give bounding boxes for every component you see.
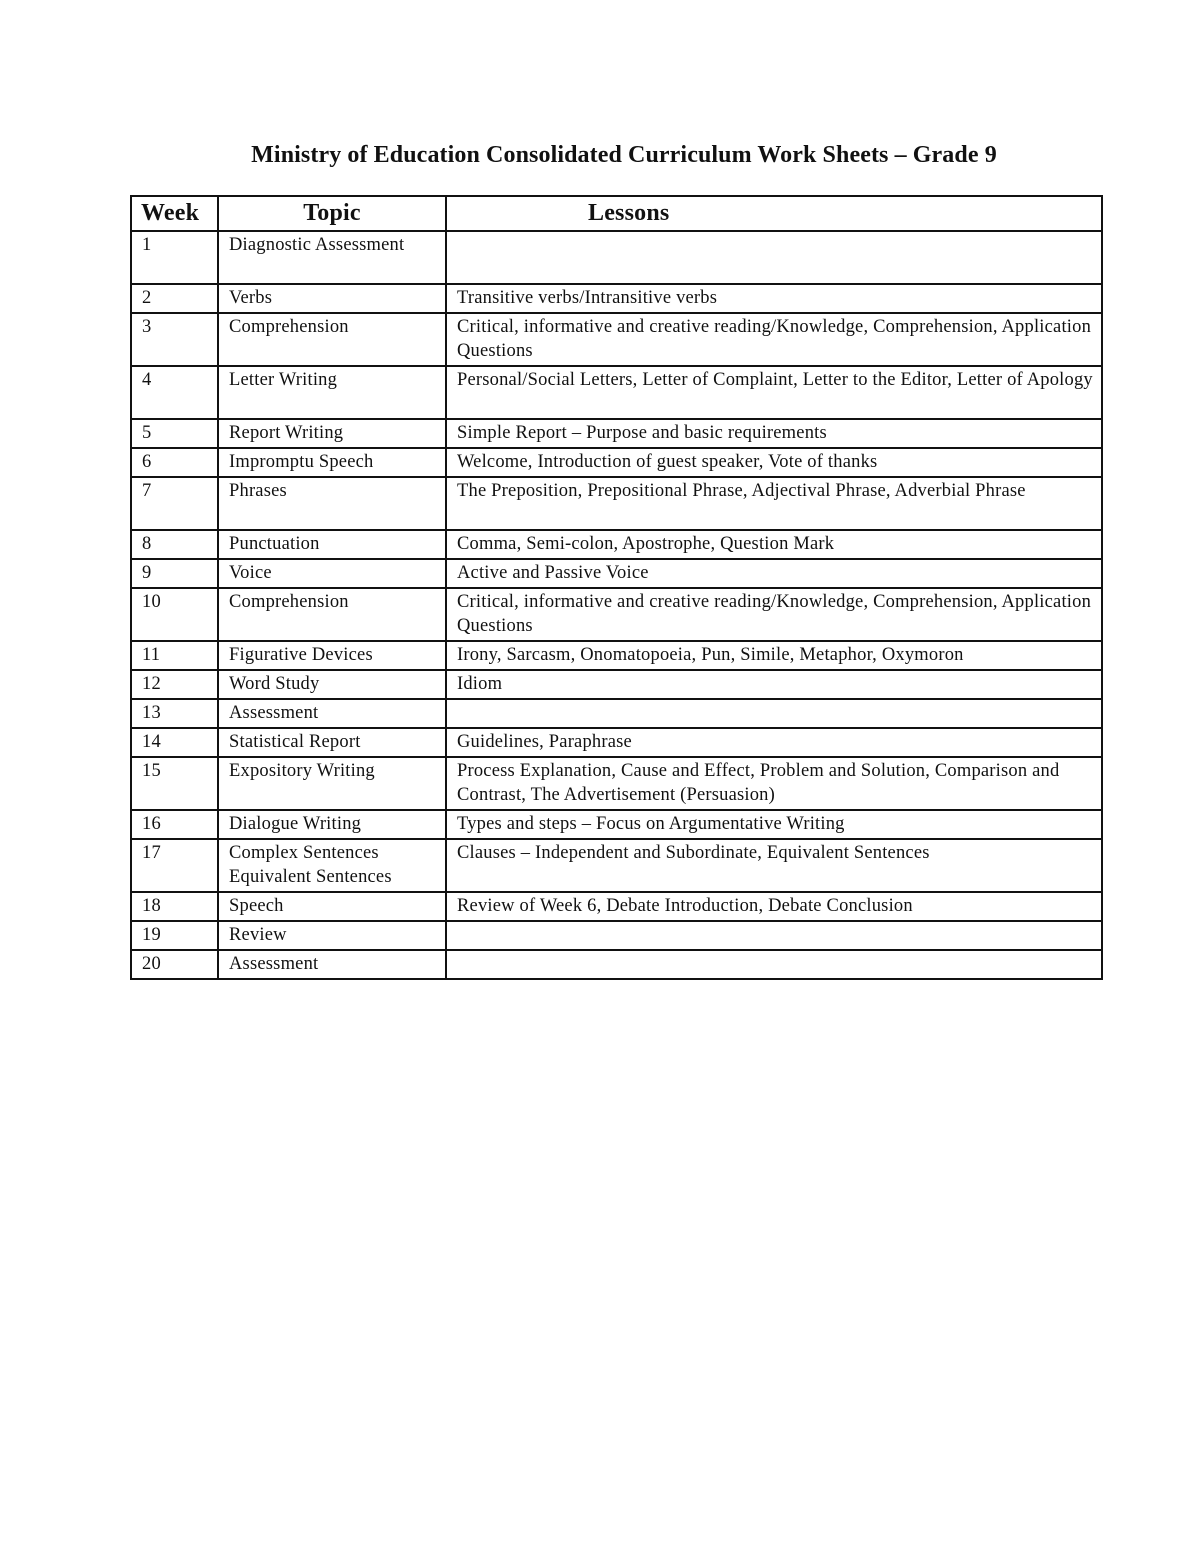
lessons-cell [446, 950, 1102, 979]
topic-cell: Speech [218, 892, 446, 921]
week-cell: 4 [131, 366, 218, 419]
topic-cell: Figurative Devices [218, 641, 446, 670]
lessons-cell: Welcome, Introduction of guest speaker, Vote of thanks [446, 448, 1102, 477]
week-cell: 20 [131, 950, 218, 979]
topic-cell: Phrases [218, 477, 446, 530]
topic-cell: Punctuation [218, 530, 446, 559]
lessons-cell: Critical, informative and creative reading/Knowledge, Comprehension, Application Questions [446, 313, 1102, 366]
lessons-cell: Process Explanation, Cause and Effect, Problem and Solution, Comparison and Contrast, The Advertisement (Persuasion) [446, 757, 1102, 810]
week-cell: 11 [131, 641, 218, 670]
curriculum-table [130, 195, 1103, 980]
lessons-cell: Personal/Social Letters, Letter of Complaint, Letter to the Editor, Letter of Apology [446, 366, 1102, 419]
topic-cell: Dialogue Writing [218, 810, 446, 839]
table-row [131, 588, 1102, 641]
topic-cell: Comprehension [218, 588, 446, 641]
lessons-cell: Guidelines, Paraphrase [446, 728, 1102, 757]
lessons-cell: Review of Week 6, Debate Introduction, Debate Conclusion [446, 892, 1102, 921]
week-cell: 17 [131, 839, 218, 892]
week-cell: 6 [131, 448, 218, 477]
lessons-cell: Critical, informative and creative reading/Knowledge, Comprehension, Application Questions [446, 588, 1102, 641]
table-row [131, 419, 1102, 448]
lessons-cell: Clauses – Independent and Subordinate, Equivalent Sentences [446, 839, 1102, 892]
table-row [131, 366, 1102, 419]
table-row [131, 448, 1102, 477]
week-cell: 10 [131, 588, 218, 641]
week-cell: 14 [131, 728, 218, 757]
week-cell: 8 [131, 530, 218, 559]
table-header-row [131, 196, 1102, 231]
table-row [131, 641, 1102, 670]
week-cell: 15 [131, 757, 218, 810]
header-week: Week [131, 196, 218, 231]
topic-cell: Impromptu Speech [218, 448, 446, 477]
table-row [131, 477, 1102, 530]
topic-cell: Word Study [218, 670, 446, 699]
table-row [131, 231, 1102, 284]
topic-cell: Verbs [218, 284, 446, 313]
page-title: Ministry of Education Consolidated Curriculum Work Sheets – Grade 9 [251, 142, 997, 168]
topic-cell: Diagnostic Assessment [218, 231, 446, 284]
lessons-cell: The Preposition, Prepositional Phrase, Adjectival Phrase, Adverbial Phrase [446, 477, 1102, 530]
header-lessons: Lessons [446, 196, 1102, 231]
topic-cell: Voice [218, 559, 446, 588]
topic-cell: Assessment [218, 699, 446, 728]
table-row [131, 892, 1102, 921]
topic-cell: Assessment [218, 950, 446, 979]
lessons-cell: Irony, Sarcasm, Onomatopoeia, Pun, Simile, Metaphor, Oxymoron [446, 641, 1102, 670]
topic-cell: Report Writing [218, 419, 446, 448]
week-cell: 3 [131, 313, 218, 366]
week-cell: 1 [131, 231, 218, 284]
topic-cell: Statistical Report [218, 728, 446, 757]
topic-cell: Letter Writing [218, 366, 446, 419]
lessons-cell [446, 699, 1102, 728]
table-row [131, 284, 1102, 313]
lessons-cell: Comma, Semi-colon, Apostrophe, Question Mark [446, 530, 1102, 559]
topic-cell: Review [218, 921, 446, 950]
week-cell: 7 [131, 477, 218, 530]
lessons-cell: Types and steps – Focus on Argumentative Writing [446, 810, 1102, 839]
lessons-cell: Active and Passive Voice [446, 559, 1102, 588]
table-row [131, 950, 1102, 979]
table-row [131, 670, 1102, 699]
table-row [131, 921, 1102, 950]
week-cell: 5 [131, 419, 218, 448]
lessons-cell [446, 921, 1102, 950]
week-cell: 9 [131, 559, 218, 588]
topic-cell: Complex Sentences Equivalent Sentences [218, 839, 446, 892]
week-cell: 16 [131, 810, 218, 839]
topic-cell: Comprehension [218, 313, 446, 366]
table-row [131, 699, 1102, 728]
table-row [131, 313, 1102, 366]
lessons-cell: Transitive verbs/Intransitive verbs [446, 284, 1102, 313]
lessons-cell: Idiom [446, 670, 1102, 699]
table-row [131, 810, 1102, 839]
table-row [131, 559, 1102, 588]
week-cell: 2 [131, 284, 218, 313]
topic-cell: Expository Writing [218, 757, 446, 810]
table-row [131, 728, 1102, 757]
header-topic: Topic [218, 196, 446, 231]
week-cell: 18 [131, 892, 218, 921]
lessons-cell [446, 231, 1102, 284]
week-cell: 13 [131, 699, 218, 728]
week-cell: 12 [131, 670, 218, 699]
table-row [131, 839, 1102, 892]
lessons-cell: Simple Report – Purpose and basic requirements [446, 419, 1102, 448]
table-row [131, 530, 1102, 559]
table-row [131, 757, 1102, 810]
week-cell: 19 [131, 921, 218, 950]
